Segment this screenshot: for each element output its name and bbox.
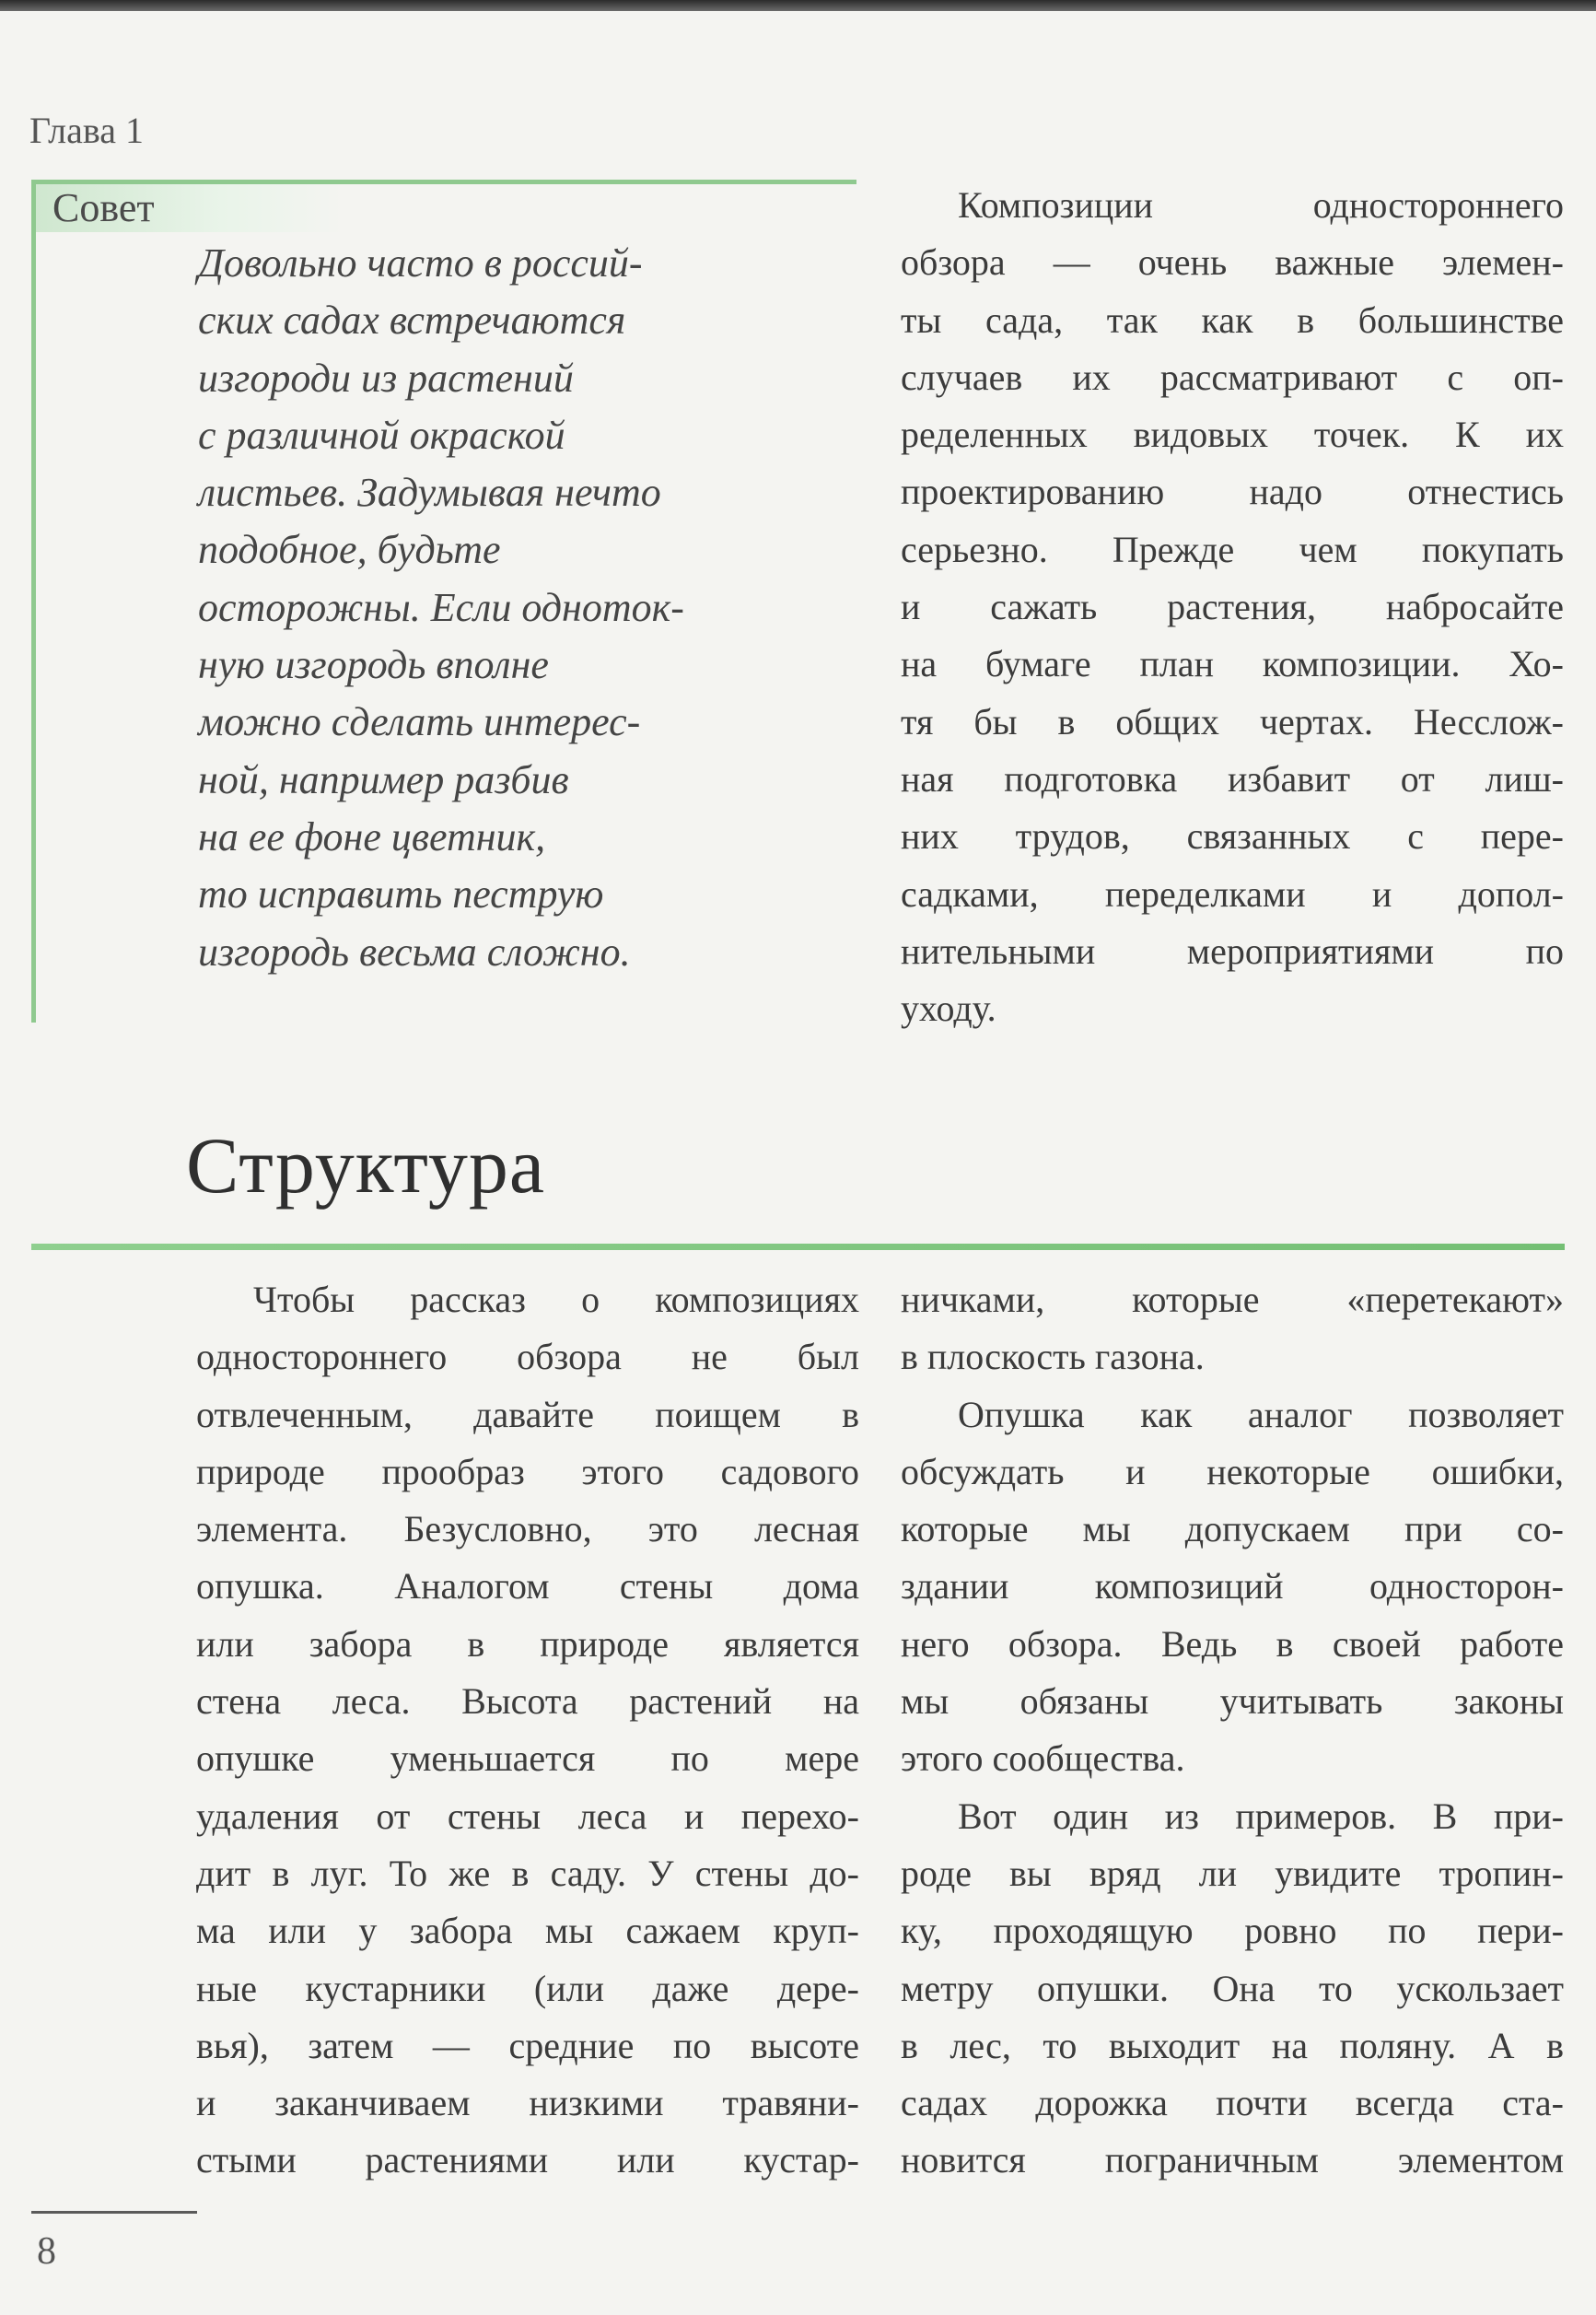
- tip-line: ную изгородь вполне: [198, 642, 549, 688]
- body-line: мы обязаны учитывать законы: [901, 1680, 1564, 1723]
- intro-line: ная подготовка избавит от лиш-: [901, 757, 1564, 800]
- tip-line: осторожны. Если одноток-: [198, 584, 684, 630]
- intro-line: них трудов, связанных с пере-: [901, 815, 1564, 858]
- body-line: вья), затем — средние по высоте: [196, 2024, 859, 2066]
- body-line: опушке уменьшается по мере: [196, 1737, 859, 1780]
- body-line: Чтобы рассказ о композициях: [253, 1279, 859, 1320]
- tip-label: Совет: [36, 184, 344, 232]
- body-line: ма или у забора мы сажаем круп-: [196, 1910, 859, 1952]
- body-line: Опушка как аналог позволяет: [958, 1393, 1564, 1435]
- intro-line: Композиции одностороннего: [958, 184, 1564, 226]
- body-line: садах дорожка почти всегда ста-: [901, 2082, 1564, 2124]
- body-line: Вот один из примеров. В при-: [958, 1795, 1564, 1837]
- intro-line: обзора — очень важные элемен-: [901, 241, 1564, 284]
- tip-line: то исправить пеструю: [198, 871, 604, 918]
- body-line: отвлеченным, давайте поищем в: [196, 1393, 859, 1435]
- intro-line: проектированию надо отнестись: [901, 471, 1564, 513]
- tip-line: изгороди из растений: [198, 355, 574, 401]
- body-line: ку, проходящую ровно по пери-: [901, 1910, 1564, 1952]
- tip-line: изгородь весьма сложно.: [198, 929, 631, 975]
- body-line: природе прообраз этого садового: [196, 1450, 859, 1492]
- body-line: него обзора. Ведь в своей работе: [901, 1622, 1564, 1665]
- page-number: 8: [37, 2230, 56, 2273]
- body-line: здании композиций односторон-: [901, 1565, 1564, 1608]
- body-line: удаления от стены леса и перехо-: [196, 1795, 859, 1837]
- tip-line: с различной окраской: [198, 412, 565, 458]
- body-line: стыми растениями или кустар-: [196, 2139, 859, 2181]
- tip-line: листьев. Задумывая нечто: [198, 470, 661, 516]
- body-line: в лес, то выходит на поляну. А в: [901, 2024, 1564, 2066]
- tip-line: подобное, будьте: [198, 527, 501, 573]
- intro-line: ты сада, так как в большинстве: [901, 298, 1564, 341]
- tip-line: ских садах встречаются: [198, 298, 626, 344]
- body-line: элемента. Безусловно, это лесная: [196, 1508, 859, 1550]
- tip-text: [198, 235, 843, 981]
- body-line: и заканчиваем низкими травяни-: [196, 2082, 859, 2124]
- tip-line: можно сделать интерес-: [198, 699, 641, 745]
- intro-line: серьезно. Прежде чем покупать: [901, 528, 1564, 570]
- tip-left-rule: [31, 180, 36, 1023]
- intro-line: тя бы в общих чертах. Несслож-: [901, 700, 1564, 742]
- body-line: в плоскость газона.: [901, 1336, 1205, 1378]
- body-line: опушка. Аналогом стены дома: [196, 1565, 859, 1608]
- body-line: этого сообщества.: [901, 1737, 1185, 1780]
- body-line: или забора в природе является: [196, 1622, 859, 1665]
- body-line: дит в луг. То же в саду. У стены до-: [196, 1852, 859, 1894]
- intro-line: и сажать растения, набросайте: [901, 586, 1564, 628]
- intro-line: садками, переделками и допол-: [901, 872, 1564, 915]
- tip-line: на ее фоне цветник,: [198, 813, 546, 859]
- top-scan-edge: [0, 0, 1596, 11]
- intro-line: уходу.: [901, 988, 996, 1030]
- intro-line: ределенных видовых точек. К их: [901, 414, 1564, 456]
- tip-line: ной, например разбив: [198, 756, 569, 802]
- body-line: ные кустарники (или даже дере-: [196, 1967, 859, 2009]
- body-line: ничками, которые «перетекают»: [901, 1279, 1564, 1320]
- body-left-column: [196, 1271, 859, 2190]
- chapter-header: Глава 1: [29, 110, 144, 151]
- body-line: роде вы вряд ли увидите тропин-: [901, 1852, 1564, 1894]
- footer-rule: [31, 2211, 197, 2214]
- section-title: Структура: [186, 1121, 545, 1210]
- intro-paragraph: [901, 177, 1564, 1037]
- body-line: которые мы допускаем при со-: [901, 1508, 1564, 1550]
- section-rule: [31, 1244, 1565, 1250]
- intro-line: на бумаге план композиции. Хо-: [901, 643, 1564, 685]
- body-line: стена леса. Высота растений на: [196, 1680, 859, 1723]
- body-line: метру опушки. Она то ускользает: [901, 1967, 1564, 2009]
- body-right-column: [901, 1271, 1564, 2190]
- body-line: новится пограничным элементом: [901, 2139, 1564, 2181]
- intro-line: случаев их рассматривают с оп-: [901, 356, 1564, 398]
- intro-line: нительными мероприятиями по: [901, 930, 1564, 972]
- tip-line: Довольно часто в россий-: [198, 240, 643, 286]
- body-line: одностороннего обзора не был: [196, 1336, 859, 1378]
- body-line: обсуждать и некоторые ошибки,: [901, 1450, 1564, 1492]
